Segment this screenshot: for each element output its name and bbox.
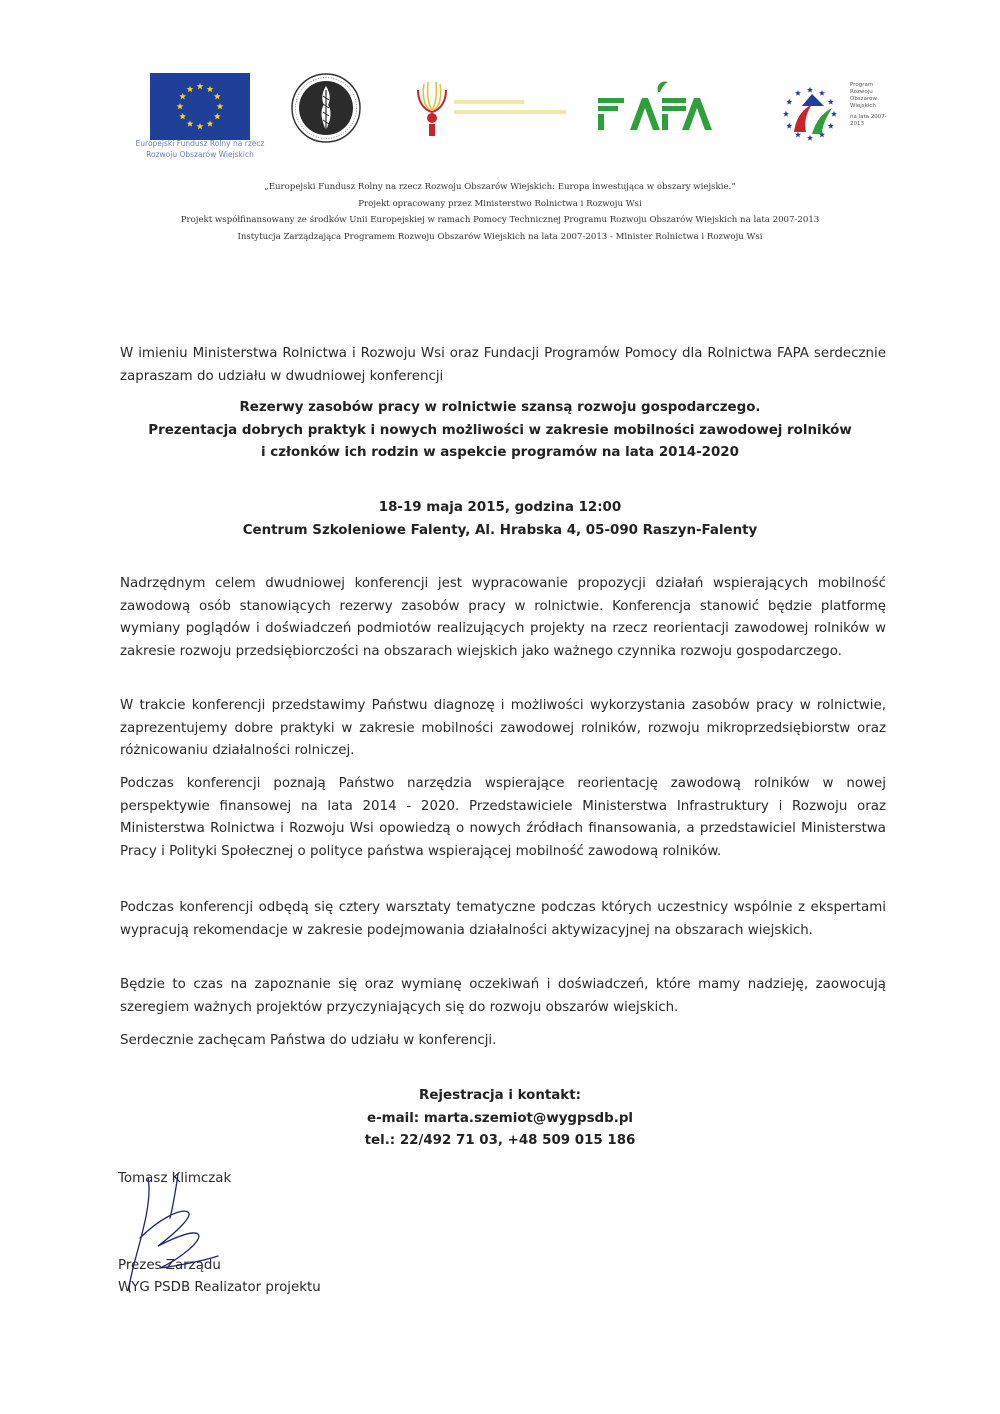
star-icon [786,123,792,129]
closing-sentence: Serdecznie zachęcam Państwa do udziału w konferencji. [120,1033,497,1048]
body-paragraph: Nadrzędnym celem dwudniowej konferencji jest wypracowanie propozycji działań wspierających mobilność zawodową osób stanowiących rezerwy zasobów pracy w rolnictwie. Konferencja stanowić będzie platformę wymiany poglądów i doświadczeń podmiotów realizujących projekty na rzecz reorientacji zawodowej rolników w zakresie rozwoju przedsiębiorczości na obszarach wiejskich jako ważnego czynnika rozwoju gospodarczego. [120,576,886,659]
body-paragraph: W trakcie konferencji przedstawimy Państwu diagnozę i możliwości wykorzystania zasobów pracy w rolnictwie, zaprezentujemy dobre praktyki w zakresie mobilności zawodowej rolników, rozwoju mikroprzedsiębiorstw oraz różnicowaniu działalności rolniczej. [120,698,886,758]
funding-note-line: Projekt opracowany przez Ministerstwo Rolnictwa i Rozwoju Wsi [358,198,642,209]
prow-program-emblem [772,82,848,142]
eu-logo-caption [120,138,280,160]
star-icon [831,111,837,117]
signer-name: Tomasz Klimczak [118,1171,232,1186]
star-icon [828,123,834,129]
logo-strip [0,60,1000,170]
body-paragraph: Podczas konferencji poznają Państwo narzędzia wspierające reorientację zawodową rolników w nowej perspektywie finansowej na lata 2014 - 2020. Przedstawiciele Ministerstwa Infrastruktury i Rozwoju oraz Ministerstwa Rolnictwa i Rozwoju Wsi opowiedzą o nowych źródłach finansowania, a przedstawiciel Ministerstwa Pracy i Polityki Społecznej o polityce państwa wspierającej mobilność zawodową rolników. [120,776,886,859]
intro-paragraph: W imieniu Ministerstwa Rolnictwa i Rozwoju Wsi oraz Fundacji Programów Pomocy dla Rolnictwa FAPA serdecznie zapraszam do udziału w dwudniowej konferencji [120,346,886,384]
eu-caption-line-1: Europejski Fundusz Rolny na rzecz [135,139,265,148]
prow-program-logo-text: Program Rozwoju Obszarów Wiejskich na lata 2007-2013 [850,82,887,127]
star-icon [819,90,825,96]
funding-note-line: Instytucja Zarządzająca Programem Rozwoju Obszarów Wiejskich na lata 2007-2013 - Minister Rolnictwa i Rozwoju Wsi [237,231,763,242]
funding-note-line: Projekt współfinansowany ze środków Unii Europejskiej w ramach Pomocy Technicznej Programu Rozwoju Obszarów Wiejskich na lata 2007-2013 [180,215,820,225]
fapa-logo [596,80,716,140]
signer-role: Prezes Zarządu [118,1258,221,1273]
star-icon [807,135,813,141]
star-icon [828,99,834,105]
funding-notes [100,179,900,245]
body-paragraph: Będzie to czas na zapoznanie się oraz wymianę oczekiwań i doświadczeń, które mamy nadzieję, zaowocują szeregiem ważnych projektów przyczyniających się do rozwoju obszarów wiejskich. [120,977,886,1015]
body-paragraph: Podczas konferencji odbędą się cztery warsztaty tematyczne podczas których uczestnicy wspólnie z ekspertami wypracują rekomendacje w zakresie podejmowania działalności aktywizacyjnej na obszarach wiejskich. [120,900,886,938]
star-icon [795,132,801,138]
funding-note-line: „Europejski Fundusz Rolny na rzecz Rozwoju Obszarów Wiejskich: Europa inwestująca w obszary wiejskie.” [264,182,736,192]
conference-title-line: Rezerwy zasobów pracy w rolnictwie szansą rozwoju gospodarczego. [239,400,761,415]
eu-flag-logo [150,73,250,140]
eu-caption-line-2: Rozwoju Obszarów Wiejskich [146,150,254,159]
contact-email[interactable]: e-mail: marta.szemiot@wygpsdb.pl [367,1110,633,1126]
contact-phone: tel.: 22/492 71 03, +48 509 015 186 [364,1133,636,1148]
conference-title-line: Prezentacja dobrych praktyk i nowych możliwości w zakresie mobilności zawodowej rolników [148,422,852,438]
event-details [100,497,900,542]
conference-title-line: i członków ich rodzin w aspekcie programów na lata 2014-2020 [261,445,739,460]
star-icon [783,111,789,117]
prow-program-logo [772,82,887,142]
contact-heading: Rejestracja i kontakt: [419,1088,581,1103]
event-date: 18-19 maja 2015, godzina 12:00 [378,500,622,515]
handwritten-signature [118,1168,318,1298]
star-icon [786,99,792,105]
prow-logo [412,80,572,140]
contact-block [100,1085,900,1153]
star-icon [795,90,801,96]
star-icon [807,87,813,93]
conference-title [100,397,900,465]
event-place: Centrum Szkoleniowe Falenty, Al. Hrabska 4, 05-090 Raszyn-Falenty [242,522,758,538]
ministry-seal-logo [290,72,362,144]
signer-organization: WYG PSDB Realizator projektu [118,1280,321,1295]
